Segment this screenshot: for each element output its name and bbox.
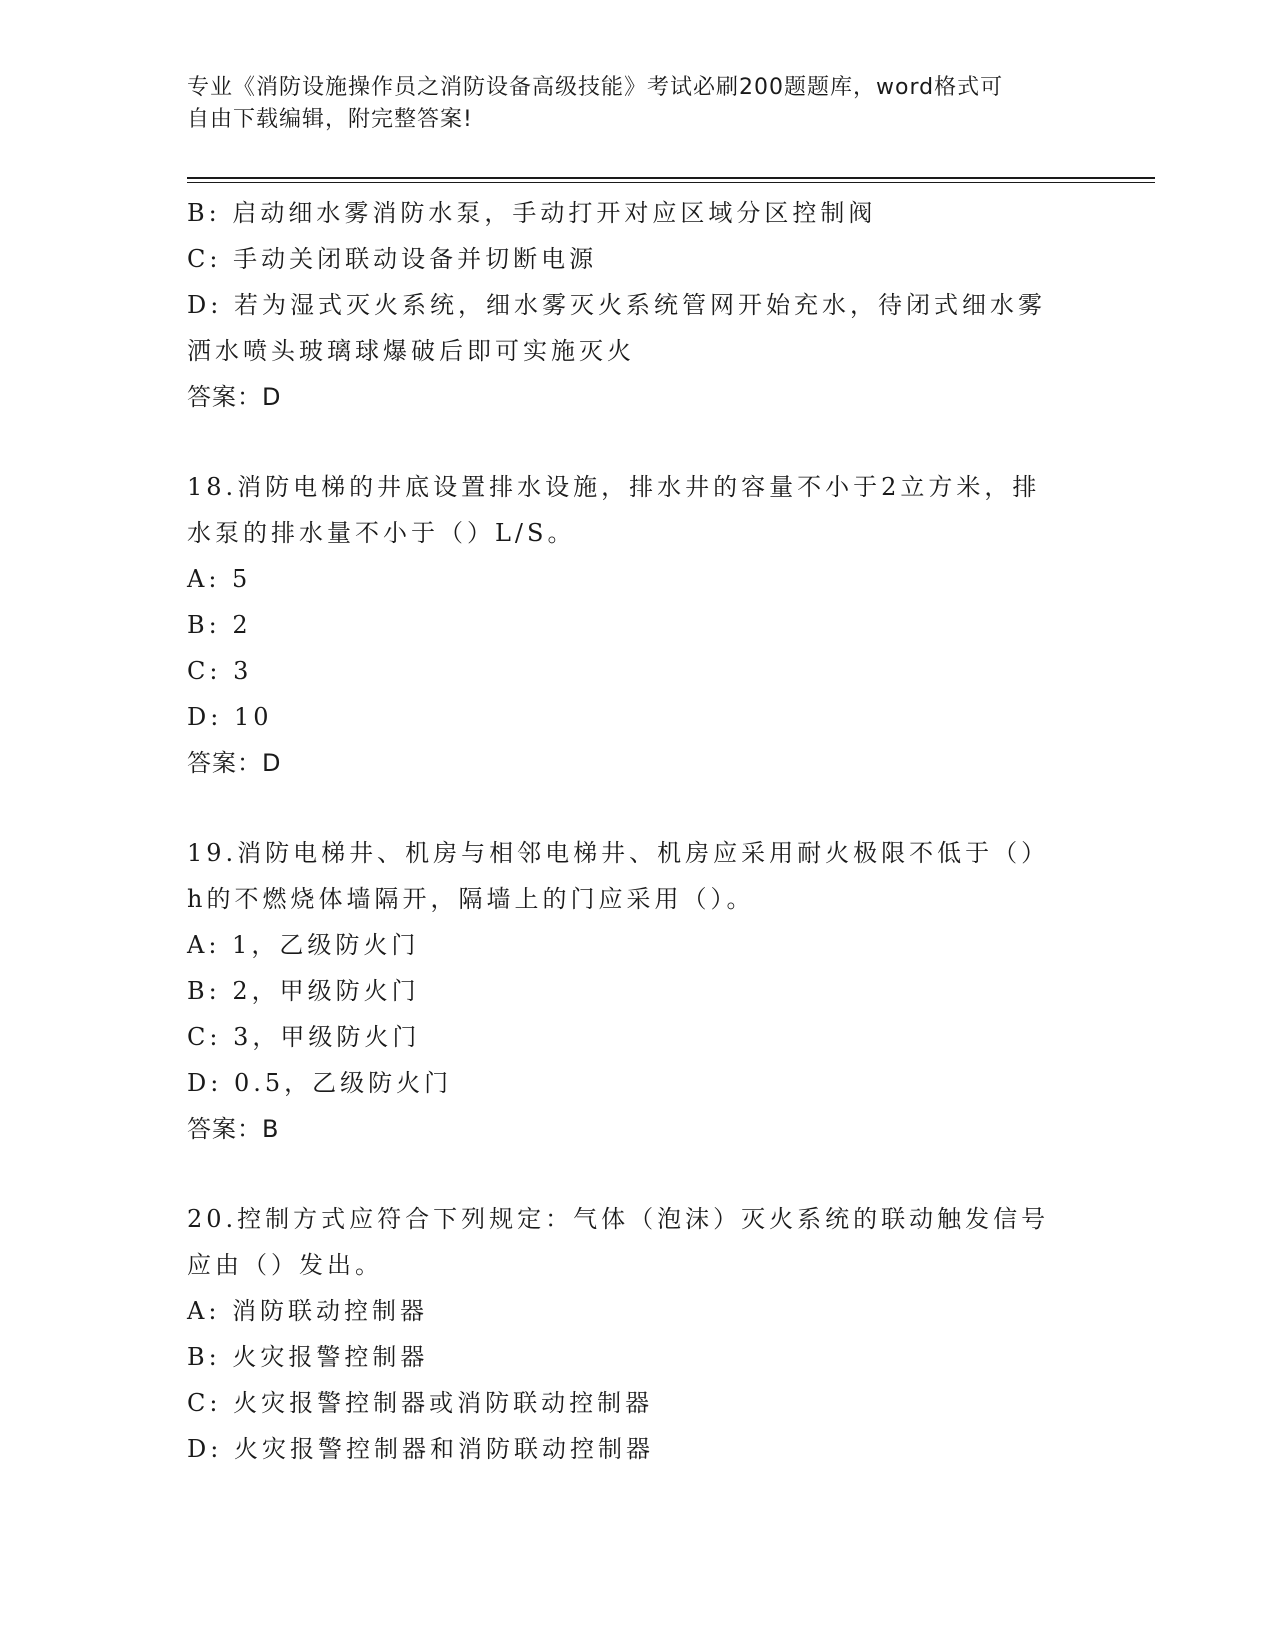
q19-option-d: D: 0.5，乙级防火门 [187, 1069, 453, 1097]
q18-stem-line2: 水泵的排水量不小于（）L/S。 [187, 519, 576, 547]
spacer [187, 786, 1087, 830]
q20-option-b: B: 火灾报警控制器 [187, 1343, 429, 1371]
question-18 [187, 464, 1087, 786]
header-line-1: 专业《消防设施操作员之消防设备高级技能》考试必刷200题题库，word格式可 [187, 75, 1004, 100]
q19-option-c: C: 3，甲级防火门 [187, 1023, 421, 1051]
spacer [187, 420, 1087, 464]
q17-option-d-line1: D: 若为湿式灭火系统，细水雾灭火系统管网开始充水，待闭式细水雾 [187, 291, 1046, 319]
q18-stem-line1: 18.消防电梯的井底设置排水设施，排水井的容量不小于2立方米，排 [187, 473, 1041, 501]
q19-answer: 答案：B [187, 1115, 280, 1143]
question-20 [187, 1196, 1087, 1472]
q20-stem-line1: 20.控制方式应符合下列规定：气体（泡沫）灭火系统的联动触发信号 [187, 1205, 1050, 1233]
document-body [187, 190, 1087, 1472]
q20-option-a: A: 消防联动控制器 [187, 1297, 429, 1325]
q20-option-d: D: 火灾报警控制器和消防联动控制器 [187, 1435, 654, 1463]
question-19 [187, 830, 1087, 1152]
q17-option-c: C: 手动关闭联动设备并切断电源 [187, 245, 598, 273]
q18-option-b: B: 2 [187, 611, 252, 639]
header-divider-thick [187, 177, 1155, 179]
q19-option-b: B: 2，甲级防火门 [187, 977, 420, 1005]
q17-option-d-line2: 洒水喷头玻璃球爆破后即可实施灭火 [187, 337, 635, 365]
q20-stem-line2: 应由（）发出。 [187, 1251, 383, 1279]
q18-option-d: D: 10 [187, 703, 273, 731]
q18-option-a: A: 5 [187, 565, 252, 593]
q18-option-c: C: 3 [187, 657, 253, 685]
q18-answer: 答案：D [187, 749, 282, 777]
q19-option-a: A: 1，乙级防火门 [187, 931, 420, 959]
page-header [187, 72, 1067, 136]
q19-stem-line1: 19.消防电梯井、机房与相邻电梯井、机房应采用耐火极限不低于（） [187, 839, 1050, 867]
question-17-tail [187, 190, 1087, 420]
header-divider-thin [187, 182, 1155, 183]
spacer [187, 1152, 1087, 1196]
q20-option-c: C: 火灾报警控制器或消防联动控制器 [187, 1389, 654, 1417]
q17-option-b: B: 启动细水雾消防水泵，手动打开对应区域分区控制阀 [187, 199, 877, 227]
q19-stem-line2: h的不燃烧体墙隔开，隔墙上的门应采用（）。 [187, 885, 755, 913]
q17-answer: 答案：D [187, 383, 282, 411]
header-line-2: 自由下载编辑，附完整答案! [187, 107, 473, 132]
